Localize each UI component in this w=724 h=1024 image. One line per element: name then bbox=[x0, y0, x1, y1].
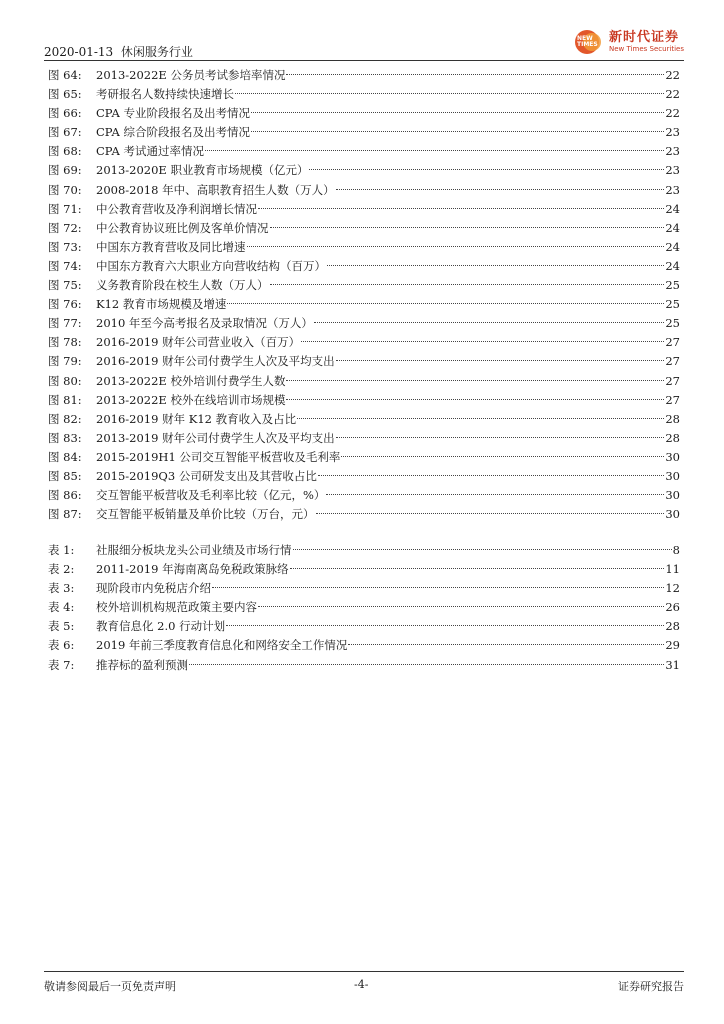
entry-title: 中公教育营收及净利润增长情况 bbox=[96, 201, 257, 216]
dot-leader bbox=[286, 380, 664, 381]
entry-label: 图 87: bbox=[48, 507, 82, 522]
entry-page-number: 23 bbox=[665, 125, 680, 140]
entry-title: 2013-2022E 公务员考试参培率情况 bbox=[96, 68, 286, 82]
figure-list-entry[interactable] bbox=[48, 352, 680, 371]
entry-page-number: 24 bbox=[665, 220, 680, 235]
entry-label: 图 66: bbox=[48, 106, 82, 121]
dot-leader bbox=[309, 169, 664, 170]
entry-label: 图 68: bbox=[48, 144, 82, 159]
figure-list-entry[interactable] bbox=[48, 333, 680, 352]
dot-leader bbox=[247, 246, 665, 247]
logo-name-cn: 新时代证券 bbox=[609, 30, 680, 45]
entry-page-number: 12 bbox=[665, 581, 680, 596]
table-list bbox=[48, 541, 680, 675]
page-header bbox=[44, 28, 684, 60]
footer-report-type: 证券研究报告 bbox=[618, 980, 684, 993]
table-list-entry[interactable] bbox=[48, 598, 680, 617]
entry-page-number: 28 bbox=[665, 430, 680, 445]
entry-title: 2013-2022E 校外在线培训市场规模 bbox=[96, 392, 286, 407]
dot-leader bbox=[348, 644, 664, 645]
entry-page-number: 22 bbox=[665, 106, 680, 121]
dot-leader bbox=[290, 568, 665, 569]
entry-title: 2008-2018 年中、高职教育招生人数（万人） bbox=[96, 182, 335, 197]
dot-leader bbox=[293, 549, 672, 550]
logo-mark-icon bbox=[575, 30, 605, 54]
entry-page-number: 23 bbox=[665, 144, 680, 159]
entry-title: 义务教育阶段在校生人数（万人） bbox=[96, 278, 269, 293]
dot-leader bbox=[226, 625, 664, 626]
entry-label: 图 69: bbox=[48, 163, 82, 178]
figure-list-entry[interactable] bbox=[48, 200, 680, 219]
entry-label: 图 84: bbox=[48, 449, 82, 464]
dot-leader bbox=[270, 284, 665, 285]
entry-title: 2015-2019Q3 公司研发支出及其营收占比 bbox=[96, 468, 317, 483]
figure-list-entry[interactable] bbox=[48, 314, 680, 333]
entry-label: 图 76: bbox=[48, 297, 82, 312]
entry-label: 图 78: bbox=[48, 335, 82, 350]
dot-leader bbox=[251, 112, 664, 113]
dot-leader bbox=[326, 494, 664, 495]
dot-leader bbox=[341, 456, 664, 457]
entry-title: 2016-2019 财年公司营业收入（百万） bbox=[96, 335, 301, 350]
entry-label: 表 6: bbox=[48, 638, 75, 653]
entry-label: 图 64: bbox=[48, 68, 82, 82]
dot-leader bbox=[286, 399, 664, 400]
entry-page-number: 27 bbox=[665, 335, 680, 350]
dot-leader bbox=[227, 303, 664, 304]
entry-title: 社服细分板块龙头公司业绩及市场行情 bbox=[96, 543, 292, 557]
figure-list-entry[interactable] bbox=[48, 410, 680, 429]
figure-list-entry[interactable] bbox=[48, 142, 680, 161]
table-list-entry[interactable] bbox=[48, 560, 680, 579]
entry-label: 图 67: bbox=[48, 125, 82, 140]
entry-title: CPA 综合阶段报名及出考情况 bbox=[96, 125, 250, 140]
entry-label: 图 81: bbox=[48, 392, 82, 407]
entry-title: 交互智能平板营收及毛利率比较（亿元，%） bbox=[96, 488, 326, 503]
entry-page-number: 23 bbox=[665, 182, 680, 197]
entry-label: 表 4: bbox=[48, 600, 75, 615]
entry-page-number: 25 bbox=[665, 278, 680, 293]
entry-title: 2016-2019 财年 K12 教育收入及占比 bbox=[96, 411, 297, 426]
figure-list-entry[interactable] bbox=[48, 219, 680, 238]
company-logo bbox=[575, 30, 684, 54]
entry-page-number: 30 bbox=[665, 488, 680, 503]
dot-leader bbox=[258, 606, 664, 607]
table-list-entry[interactable] bbox=[48, 617, 680, 636]
figure-list-entry[interactable] bbox=[48, 276, 680, 295]
entry-label: 图 71: bbox=[48, 201, 82, 216]
dot-leader bbox=[336, 189, 665, 190]
dot-leader bbox=[270, 227, 665, 228]
entry-label: 表 1: bbox=[48, 543, 75, 557]
entry-page-number: 27 bbox=[665, 373, 680, 388]
figure-list-entry[interactable] bbox=[48, 372, 680, 391]
entry-label: 图 80: bbox=[48, 373, 82, 388]
entry-page-number: 22 bbox=[665, 87, 680, 102]
dot-leader bbox=[205, 150, 664, 151]
entry-title: 2013-2019 财年公司付费学生人次及平均支出 bbox=[96, 430, 335, 445]
dot-leader bbox=[314, 322, 664, 323]
dot-leader bbox=[327, 265, 664, 266]
dot-leader bbox=[301, 341, 664, 342]
entry-title: 交互智能平板销量及单价比较（万台，元） bbox=[96, 507, 315, 522]
figure-list-entry[interactable] bbox=[48, 123, 680, 142]
table-list-entry[interactable] bbox=[48, 656, 680, 675]
entry-label: 表 5: bbox=[48, 619, 75, 634]
entry-page-number: 26 bbox=[665, 600, 680, 615]
figure-list-entry[interactable] bbox=[48, 85, 680, 104]
table-list-entry[interactable] bbox=[48, 541, 680, 560]
entry-title: 现阶段市内免税店介绍 bbox=[96, 581, 211, 596]
entry-page-number: 29 bbox=[665, 638, 680, 653]
entry-page-number: 30 bbox=[665, 468, 680, 483]
entry-label: 图 79: bbox=[48, 354, 82, 369]
entry-label: 图 72: bbox=[48, 220, 82, 235]
dot-leader bbox=[189, 664, 664, 665]
page-footer bbox=[44, 978, 684, 994]
entry-page-number: 25 bbox=[665, 316, 680, 331]
entry-title: 2011-2019 年海南离岛免税政策脉络 bbox=[96, 562, 289, 577]
dot-leader bbox=[258, 208, 664, 209]
entry-label: 图 73: bbox=[48, 239, 82, 254]
figure-list bbox=[48, 66, 680, 524]
header-divider bbox=[44, 60, 684, 61]
table-list-entry[interactable] bbox=[48, 579, 680, 598]
entry-page-number: 22 bbox=[665, 68, 680, 82]
entry-page-number: 11 bbox=[665, 562, 680, 577]
dot-leader bbox=[251, 131, 664, 132]
dot-leader bbox=[235, 93, 664, 94]
entry-page-number: 23 bbox=[665, 163, 680, 178]
entry-page-number: 28 bbox=[665, 619, 680, 634]
entry-title: 2015-2019H1 公司交互智能平板营收及毛利率 bbox=[96, 449, 341, 464]
footer-disclaimer: 敬请参阅最后一页免责声明 bbox=[44, 980, 176, 993]
entry-page-number: 25 bbox=[665, 297, 680, 312]
entry-title: 教育信息化 2.0 行动计划 bbox=[96, 619, 226, 634]
figure-list-entry[interactable] bbox=[48, 295, 680, 314]
entry-label: 图 85: bbox=[48, 468, 82, 483]
figure-list-entry[interactable] bbox=[48, 448, 680, 467]
dot-leader bbox=[336, 360, 665, 361]
entry-title: 校外培训机构规范政策主要内容 bbox=[96, 600, 257, 615]
figure-list-entry[interactable] bbox=[48, 66, 680, 85]
entry-page-number: 27 bbox=[665, 392, 680, 407]
entry-page-number: 27 bbox=[665, 354, 680, 369]
entry-title: 推荐标的盈利预测 bbox=[96, 657, 188, 672]
logo-mark-text: NEW TIMES bbox=[577, 35, 598, 48]
entry-page-number: 24 bbox=[665, 239, 680, 254]
figure-list-entry[interactable] bbox=[48, 429, 680, 448]
entry-page-number: 31 bbox=[665, 657, 680, 672]
entry-label: 表 2: bbox=[48, 562, 75, 577]
footer-page-number: -4- bbox=[354, 978, 369, 991]
figure-list-entry[interactable] bbox=[48, 391, 680, 410]
entry-title: 考研报名人数持续快速增长 bbox=[96, 87, 234, 102]
dot-leader bbox=[286, 74, 664, 75]
entry-label: 图 75: bbox=[48, 278, 82, 293]
figure-list-entry[interactable] bbox=[48, 104, 680, 123]
entry-page-number: 28 bbox=[665, 411, 680, 426]
entry-title: 中国东方教育六大职业方向营收结构（百万） bbox=[96, 258, 326, 273]
figure-list-entry[interactable] bbox=[48, 505, 680, 524]
entry-title: 2019 年前三季度教育信息化和网络安全工作情况 bbox=[96, 638, 348, 653]
figure-list-entry[interactable] bbox=[48, 181, 680, 200]
header-date: 2020-01-13 bbox=[44, 45, 114, 59]
entry-label: 图 83: bbox=[48, 430, 82, 445]
logo-name-en: New Times Securities bbox=[609, 45, 684, 53]
dot-leader bbox=[318, 475, 665, 476]
entry-label: 表 7: bbox=[48, 657, 75, 672]
header-date-industry bbox=[44, 43, 193, 60]
entry-page-number: 30 bbox=[665, 507, 680, 522]
figure-list-entry[interactable] bbox=[48, 257, 680, 276]
entry-title: 中公教育协议班比例及客单价情况 bbox=[96, 220, 269, 235]
entry-label: 图 82: bbox=[48, 411, 82, 426]
figure-list-entry[interactable] bbox=[48, 161, 680, 180]
entry-title: CPA 考试通过率情况 bbox=[96, 144, 204, 159]
entry-label: 图 77: bbox=[48, 316, 82, 331]
entry-page-number: 24 bbox=[665, 258, 680, 273]
table-list-entry[interactable] bbox=[48, 636, 680, 655]
entry-title: 2016-2019 财年公司付费学生人次及平均支出 bbox=[96, 354, 335, 369]
figure-list-entry[interactable] bbox=[48, 238, 680, 257]
entry-title: 2013-2022E 校外培训付费学生人数 bbox=[96, 373, 286, 388]
dot-leader bbox=[297, 418, 664, 419]
entry-title: 2013-2020E 职业教育市场规模（亿元） bbox=[96, 163, 309, 178]
entry-title: 2010 年至今高考报名及录取情况（万人） bbox=[96, 316, 313, 331]
figure-list-entry[interactable] bbox=[48, 467, 680, 486]
entry-label: 图 65: bbox=[48, 87, 82, 102]
entry-label: 图 86: bbox=[48, 488, 82, 503]
figure-list-entry[interactable] bbox=[48, 486, 680, 505]
dot-leader bbox=[212, 587, 664, 588]
dot-leader bbox=[316, 513, 665, 514]
entry-page-number: 8 bbox=[672, 543, 680, 557]
entry-label: 图 74: bbox=[48, 258, 82, 273]
entry-label: 图 70: bbox=[48, 182, 82, 197]
entry-title: K12 教育市场规模及增速 bbox=[96, 297, 227, 312]
entry-title: 中国东方教育营收及同比增速 bbox=[96, 239, 246, 254]
entry-page-number: 24 bbox=[665, 201, 680, 216]
entry-page-number: 30 bbox=[665, 449, 680, 464]
entry-title: CPA 专业阶段报名及出考情况 bbox=[96, 106, 250, 121]
dot-leader bbox=[336, 437, 665, 438]
entry-label: 表 3: bbox=[48, 581, 75, 596]
footer-divider bbox=[44, 971, 684, 972]
header-industry: 休闲服务行业 bbox=[120, 45, 193, 59]
